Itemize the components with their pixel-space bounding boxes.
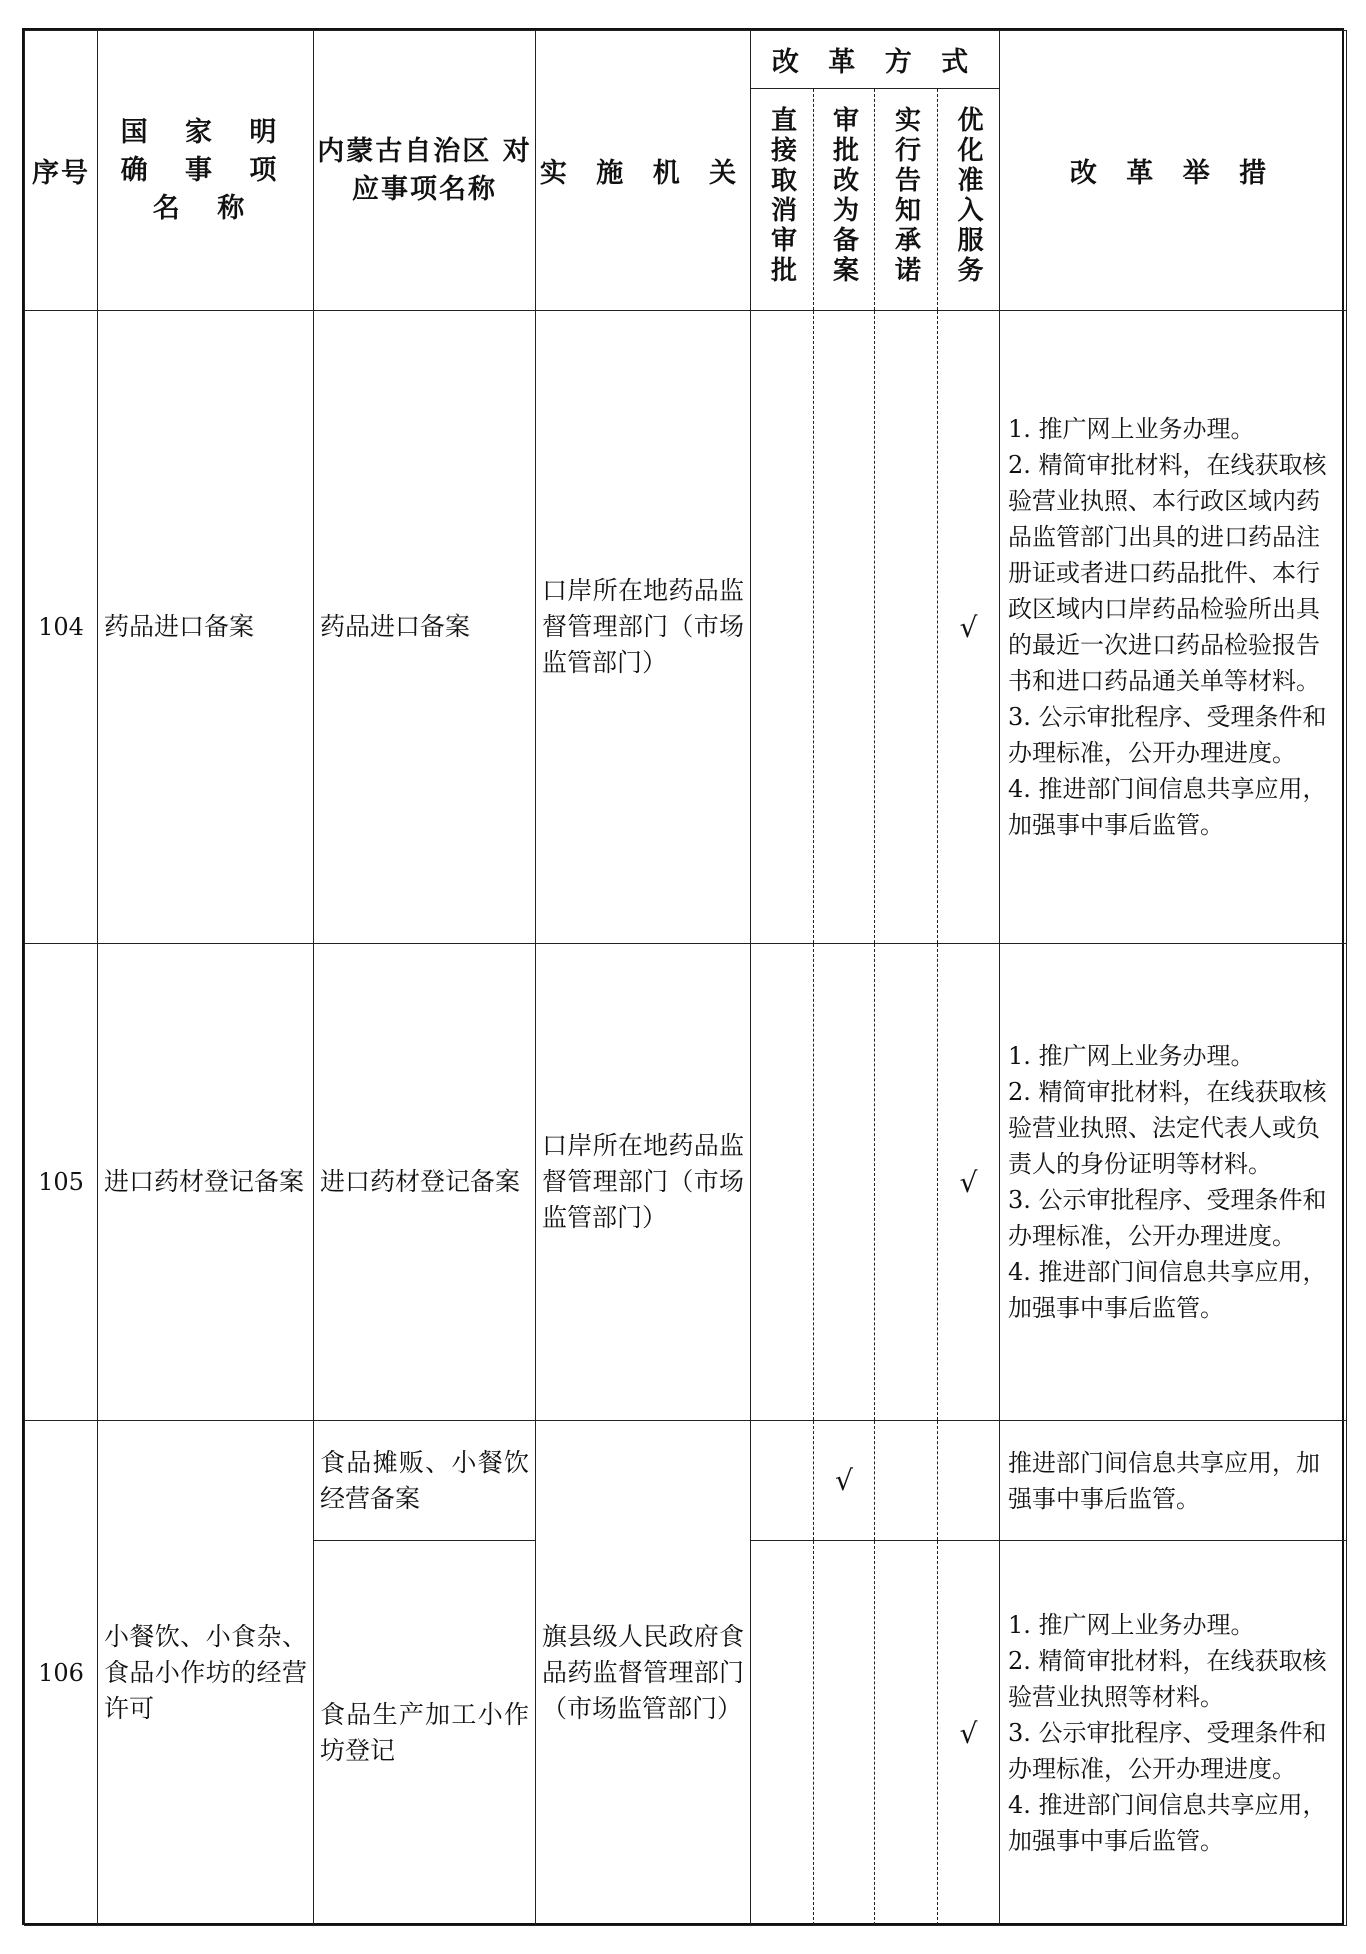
check-cancel xyxy=(751,944,814,1421)
row-measures xyxy=(1000,311,1347,944)
check-notify xyxy=(875,1421,938,1541)
header-mode-cancel: 直接取消审批 xyxy=(751,89,814,311)
reform-table xyxy=(24,30,1347,1926)
row-agency: 口岸所在地药品监督管理部门（市场监管部门） xyxy=(536,311,751,944)
measure-item: 4. 推进部门间信息共享应用，加强事中事后监管。 xyxy=(1008,1791,1327,1855)
row-im-item: 进口药材登记备案 xyxy=(314,944,536,1421)
check-notify xyxy=(875,944,938,1421)
measure-item: 2. 精简审批材料，在线获取核验营业执照等材料。 xyxy=(1008,1647,1327,1711)
row-agency: 旗县级人民政府食品药监督管理部门（市场监管部门） xyxy=(536,1421,751,1926)
check-optimize: √ xyxy=(938,311,1000,944)
row-measures xyxy=(1000,1421,1347,1541)
policy-table-page xyxy=(22,28,1344,1925)
header-mode-filing: 审批改为备案 xyxy=(814,89,875,311)
measure-item: 1. 推广网上业务办理。 xyxy=(1008,415,1255,443)
table-row xyxy=(25,311,1347,944)
measure-item: 2. 精简审批材料，在线获取核验营业执照、法定代表人或负责人的身份证明等材料。 xyxy=(1008,1078,1327,1178)
row-seq: 106 xyxy=(25,1421,98,1926)
row-national-item: 小餐饮、小食杂、食品小作坊的经营许可 xyxy=(98,1421,314,1926)
check-notify xyxy=(875,311,938,944)
measure-item: 4. 推进部门间信息共享应用，加强事中事后监管。 xyxy=(1008,775,1327,839)
check-notify xyxy=(875,1541,938,1926)
row-agency: 口岸所在地药品监督管理部门（市场监管部门） xyxy=(536,944,751,1421)
check-filing xyxy=(814,1541,875,1926)
check-cancel xyxy=(751,1541,814,1926)
header-seq: 序号 xyxy=(25,31,98,311)
header-im-item: 内蒙古自治区 对应事项名称 xyxy=(314,31,536,311)
row-national-item: 进口药材登记备案 xyxy=(98,944,314,1421)
header-measures: 改 革 举 措 xyxy=(1000,31,1347,311)
header-mode-notify: 实行告知承诺 xyxy=(875,89,938,311)
table-row xyxy=(25,1421,1347,1541)
check-filing: √ xyxy=(814,1421,875,1541)
measure-item: 2. 精简审批材料，在线获取核验营业执照、本行政区域内药品监管部门出具的进口药品注册证或者进口药品批件、本行政区域内口岸药品检验所出具的最近一次进口药品检验报告书和进口药品通关单等材料。 xyxy=(1008,451,1327,695)
check-optimize xyxy=(938,1421,1000,1541)
measure-item: 3. 公示审批程序、受理条件和办理标准，公开办理进度。 xyxy=(1008,1186,1327,1250)
row-national-item: 药品进口备案 xyxy=(98,311,314,944)
header-national-item: 国 家 明 确 事 项 名 称 xyxy=(98,31,314,311)
row-measures xyxy=(1000,1541,1347,1926)
measure-item: 推进部门间信息共享应用，加强事中事后监管。 xyxy=(1008,1448,1321,1513)
check-cancel xyxy=(751,1421,814,1541)
measure-item: 1. 推广网上业务办理。 xyxy=(1008,1042,1255,1070)
check-filing xyxy=(814,311,875,944)
measure-item: 1. 推广网上业务办理。 xyxy=(1008,1611,1255,1639)
header-mode-optimize: 优化准入服务 xyxy=(938,89,1000,311)
row-im-item: 药品进口备案 xyxy=(314,311,536,944)
row-seq: 104 xyxy=(25,311,98,944)
measure-item: 3. 公示审批程序、受理条件和办理标准，公开办理进度。 xyxy=(1008,1719,1327,1783)
row-measures xyxy=(1000,944,1347,1421)
measure-item: 4. 推进部门间信息共享应用，加强事中事后监管。 xyxy=(1008,1258,1327,1322)
row-im-item: 食品生产加工小作坊登记 xyxy=(314,1541,536,1926)
table-row xyxy=(25,944,1347,1421)
row-seq: 105 xyxy=(25,944,98,1421)
check-optimize: √ xyxy=(938,944,1000,1421)
header-agency: 实 施 机 关 xyxy=(536,31,751,311)
row-im-item: 食品摊贩、小餐饮经营备案 xyxy=(314,1421,536,1541)
check-optimize: √ xyxy=(938,1541,1000,1926)
check-filing xyxy=(814,944,875,1421)
measure-item: 3. 公示审批程序、受理条件和办理标准，公开办理进度。 xyxy=(1008,703,1327,767)
header-reform-mode: 改 革 方 式 xyxy=(751,31,1000,89)
check-cancel xyxy=(751,311,814,944)
